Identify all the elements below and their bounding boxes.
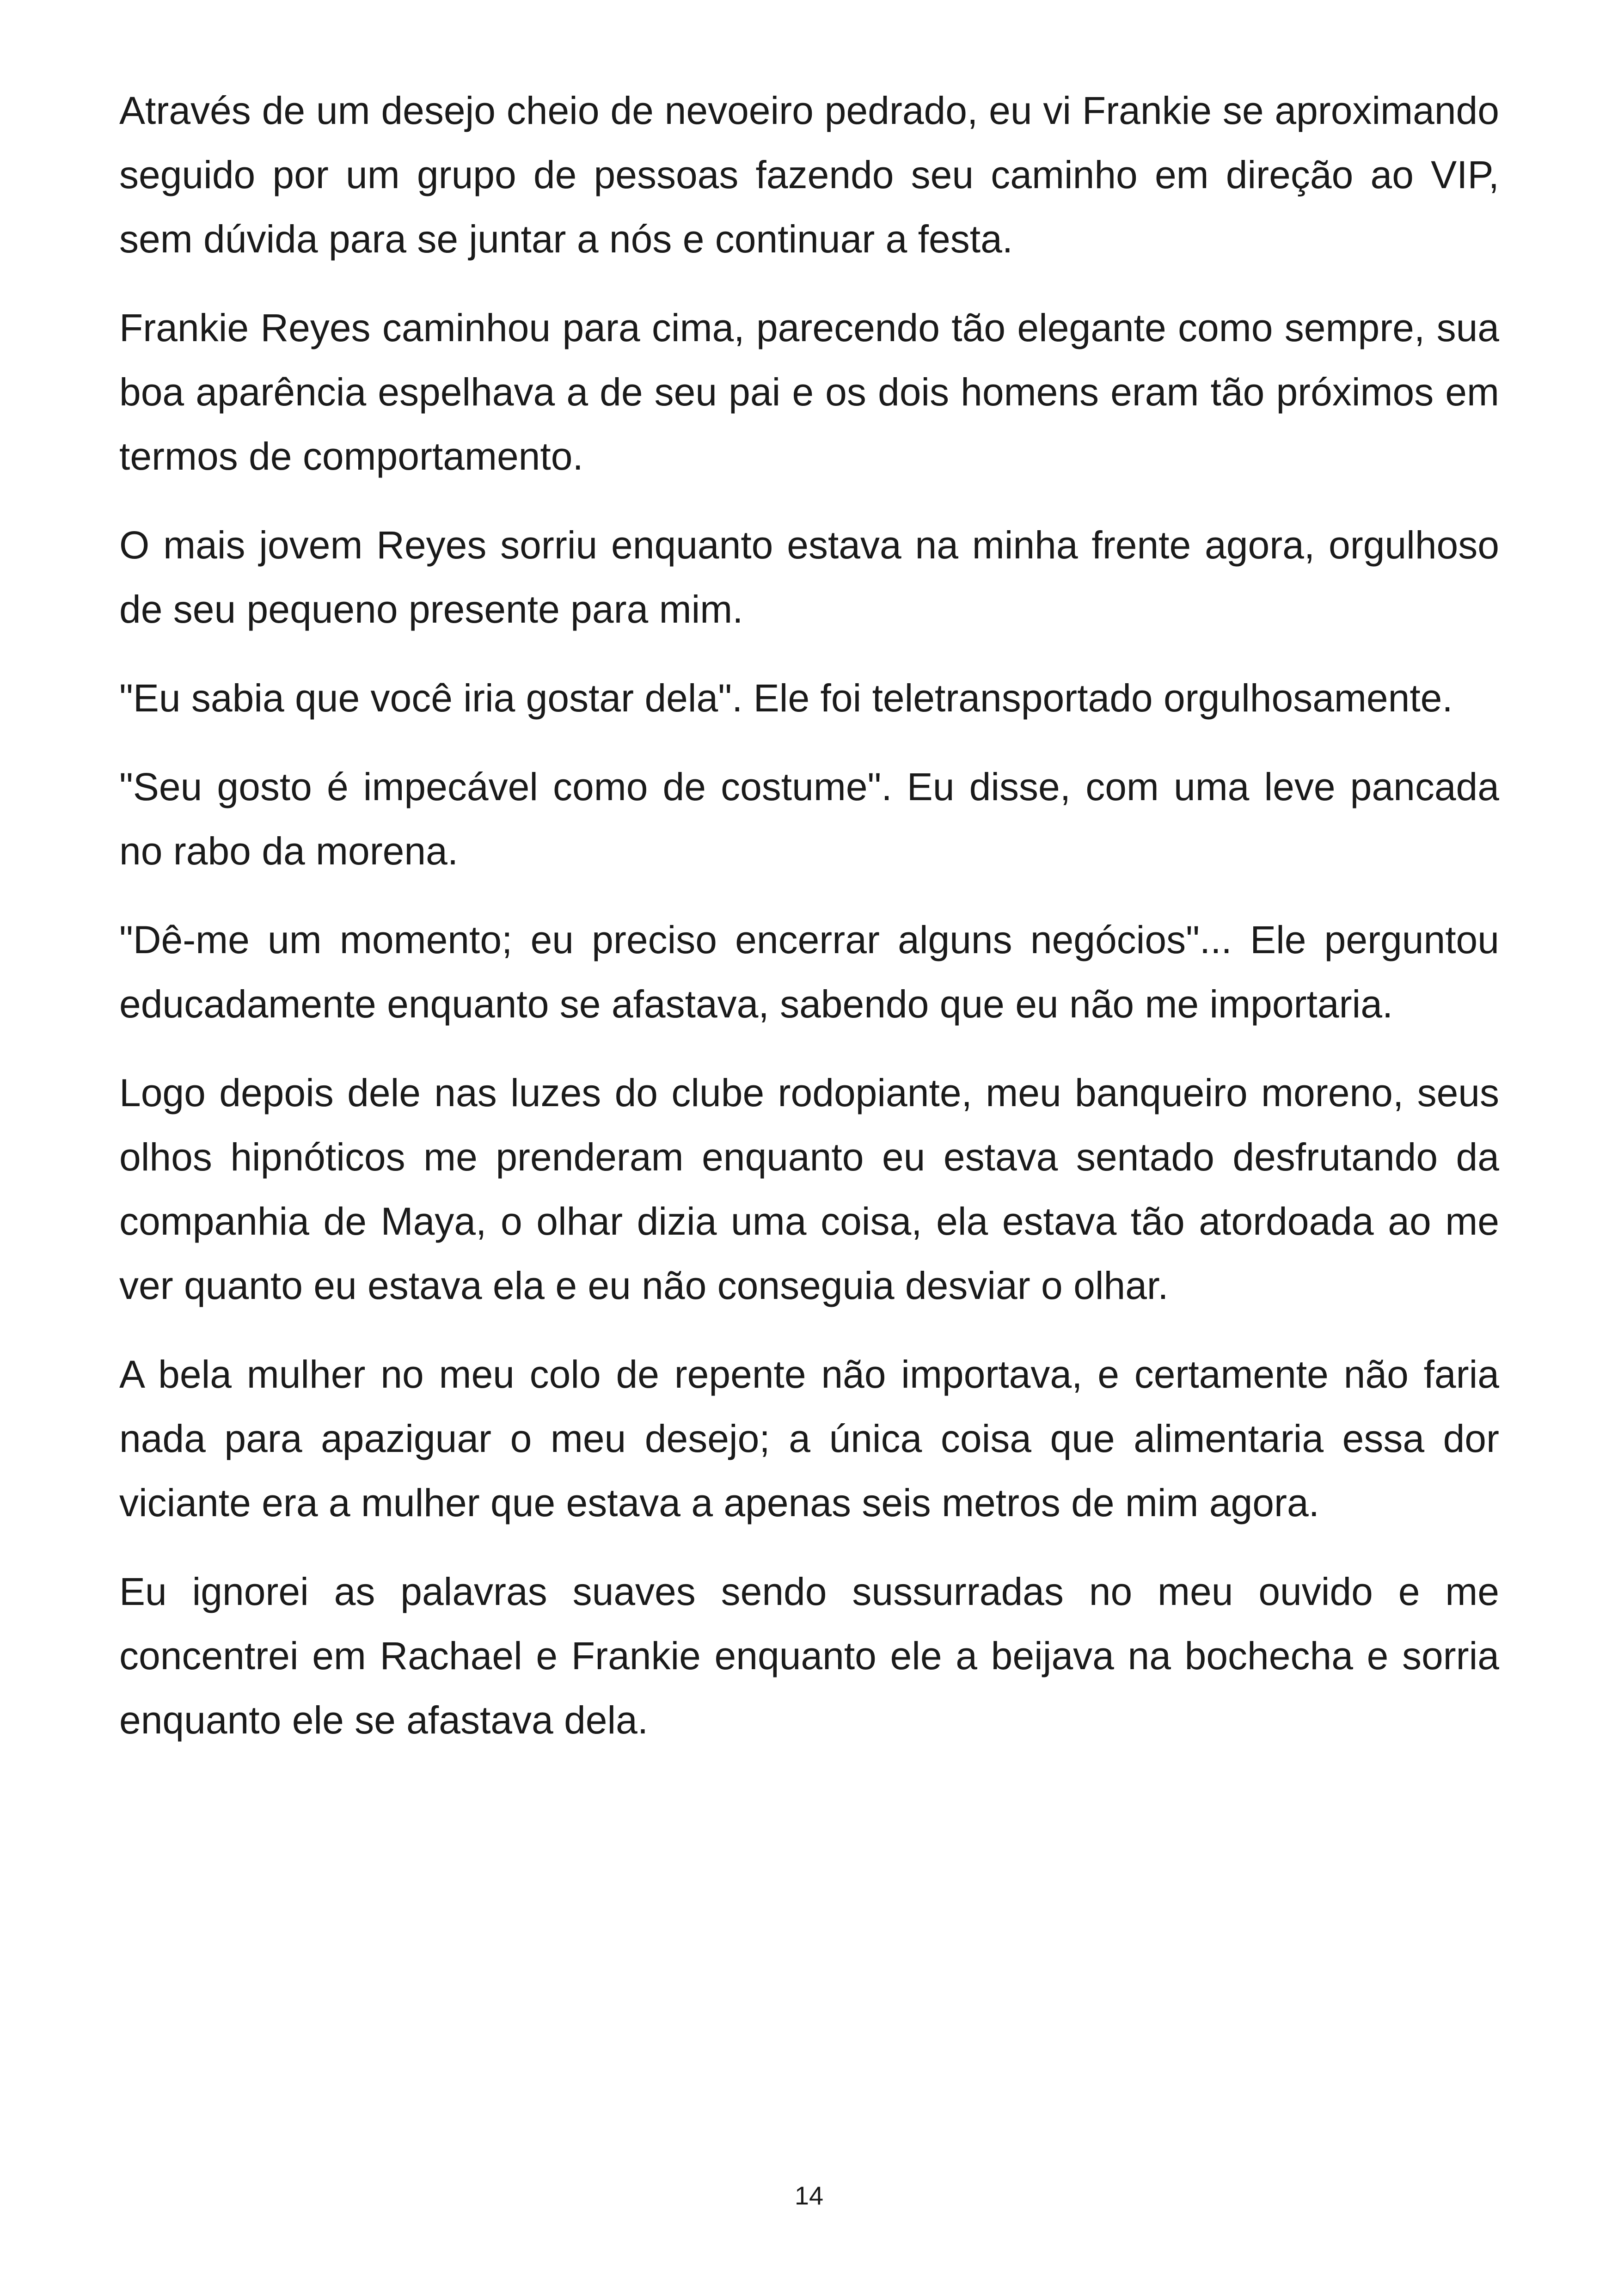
paragraph-3: O mais jovem Reyes sorriu enquanto estava na minha frente agora, orgulhoso de seu pequeno presente para mim. — [119, 523, 1499, 631]
paragraph-8: A bela mulher no meu colo de repente não importava, e certamente não faria nada para apaziguar o meu desejo; a única coisa que alimentaria essa dor viciante era a mulher que estava a apenas seis metros de mim agora. — [119, 1353, 1499, 1525]
paragraph-1: Através de um desejo cheio de nevoeiro pedrado, eu vi Frankie se aproximando seguido por um grupo de pessoas fazendo seu caminho em direção ao VIP, sem dúvida para se juntar a nós e continuar a festa. — [119, 89, 1499, 261]
paragraph-2: Frankie Reyes caminhou para cima, parecendo tão elegante como sempre, sua boa aparência espelhava a de seu pai e os dois homens eram tão próximos em termos de comportamento. — [119, 306, 1499, 478]
paragraph-6: "Dê-me um momento; eu preciso encerrar alguns negócios"... Ele perguntou educadamente enquanto se afastava, sabendo que eu não me importaria. — [119, 918, 1499, 1026]
paragraph-4: "Eu sabia que você iria gostar dela". Ele foi teletransportado orgulhosamente. — [119, 676, 1453, 720]
paragraph-9: Eu ignorei as palavras suaves sendo sussurradas no meu ouvido e me concentrei em Rachael e Frankie enquanto ele a beijava na bochecha e sorria enquanto ele se afastava dela. — [119, 1570, 1499, 1742]
paragraph-5: "Seu gosto é impecável como de costume". Eu disse, com uma leve pancada no rabo da morena. — [119, 765, 1499, 873]
page-number: 14 — [794, 2181, 824, 2210]
paragraph-7: Logo depois dele nas luzes do clube rodopiante, meu banqueiro moreno, seus olhos hipnóticos me prenderam enquanto eu estava sentado desfrutando da companhia de Maya, o olhar dizia uma coisa, ela estava tão atordoada ao me ver quanto eu estava ela e eu não conseguia desviar o olhar. — [119, 1071, 1499, 1307]
text-body — [119, 79, 1499, 1777]
